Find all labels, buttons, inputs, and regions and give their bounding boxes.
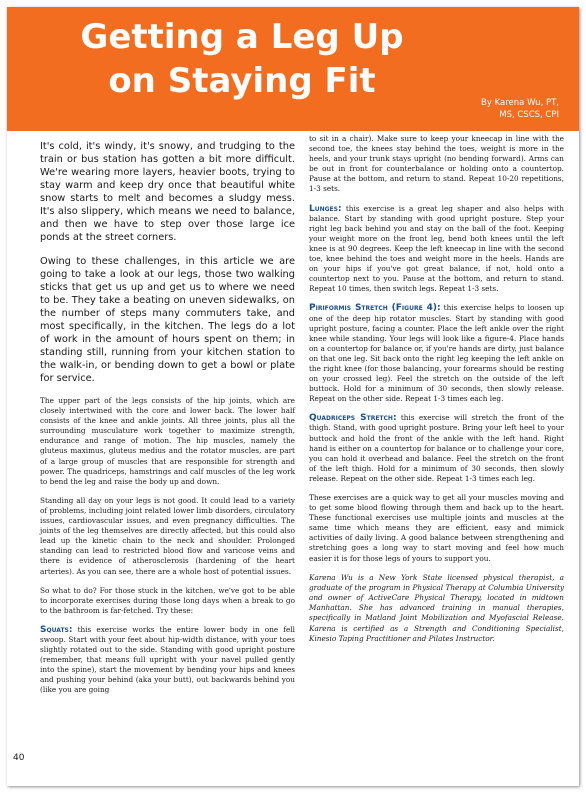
lunges-text: this exercise is a great leg shaper and also helps with balance. Start by standing with good upright posture. Step your right leg back behind you and stay on the ball of the foot. Keeping your weight more on the front leg, bend both knees until the left knee is at 90 degrees. Keep the left kneecap in line with the second toe, knee behind the toes and weight more in the heels. Hands are on your hips if you've got great balance, if not, hold onto a countertop next to you. Pause at the bottom, and return to stand. Repeat 10 times, then switch legs. Repeat 1-3 sets. [309,203,564,294]
squats-heading: Squats: [40,624,73,635]
byline-line-1: By Karena Wu, PT, [481,98,559,108]
author-byline [429,97,559,121]
body-paragraph-anatomy: The upper part of the legs consists of the hip joints, which are closely intertwined with the core and lower back. The lower half consists of the knee and ankle joints. All three joints, plus all the surrounding musculature work together to maximize strength, endurance and range of motion. The hip muscles, namely the gluteus maximus, gluteus medius and the rotator muscles, are part of a large group of muscles that are responsible for strength and power. The quadriceps, hamstrings and calf muscles of the leg work to bend the leg and raise the body up and down. [40,396,295,486]
byline-line-2: MS, CSCS, CPI [499,110,559,120]
squats-paragraph [40,625,295,696]
quadriceps-text: this exercise will stretch the front of the thigh. Stand, with good upright posture. Bring your left heel to your buttock and hold the front of the ankle with the left hand. Right hand is either on a countertop for balance or to challenge your core, you can hold it overhead and balance. Feel the stretch on the front of the left thigh. Hold for a minimum of 30 seconds, then slowly release. Repeat on the other side. Repeat 1-3 times each leg. [309,413,564,483]
intro-paragraph-2: Owing to these challenges, in this article we are going to take a look at our legs, those two walking sticks that get us up and get us to where we need to be. They take a beating on uneven sidewalks, on the number of steps many commuters take, and most specifically, in the kitchen. The legs do a lot of work in the amount of hours spent on them; in standing still, running from your kitchen station to the walk-in, or bending down to get a bowl or plate for service. [40,256,295,384]
lunges-heading: Lunges: [309,203,342,214]
quadriceps-paragraph [309,413,564,484]
lunges-paragraph [309,204,564,295]
right-column [309,134,564,644]
headline-line-1: Getting a Leg Up [80,17,404,57]
article-headline [7,15,477,103]
closing-paragraph: These exercises are a quick way to get all your muscles moving and to get some blood flowing through them and back up to the heart. These functional exercises use multiple joints and muscles at the same time which means they are efficient, easy and mimick activities of daily living. A good balance between strengthening and stretching goes a long way to start moving and feel how much easier it is for those legs of yours to support you. [309,493,564,563]
quadriceps-heading: Quadriceps Stretch: [309,413,397,424]
squats-text: this exercise works the entire lower body in one fell swoop. Start with your feet about hip-width distance, with your toes slightly rotated out to the side. Standing with good upright posture (remember, that means full upright with your navel pulled gently into the spine), start the movement by bending your hips and knees and pushing your behind (aka your butt), out backwards behind you (like you are going [40,624,295,695]
headline-line-2: on Staying Fit [108,61,376,101]
body-paragraph-standing: Standing all day on your legs is not good. It could lead to a variety of problems, including joint related lower limb disorders, circulatory issues, cardiovascular issues, and even pregnancy difficulties. The joints of the leg themselves are directly affected, but this could also lead up the kinetic chain to the neck and shoulder. Prolonged standing can lead to restricted blood flow and varicose veins and there is evidence of atherosclerosis (hardening of the heart arteries). As you can see, there are a whole host of potential issues. [40,495,295,576]
title-banner [7,7,579,131]
left-column [40,140,295,705]
intro-paragraph-1: It's cold, it's windy, it's snowy, and trudging to the train or bus station has gotten a bit more difficult. We're wearing more layers, heavier boots, trying to stay warm and keep dry once that beautiful white snow starts to melt and becomes a sludgy mess. It's also slippery, which means we need to balance, and then we have to step over those large ice ponds at the street corners. [40,141,295,243]
page-number: 40 [13,753,25,763]
squats-continued: to sit in a chair). Make sure to keep your kneecap in line with the second toe, the knees stay behind the toes, weight is more in the heels, and your trunk stays upright (no bending forward). Arms can be out in front for counterbalance or holding onto a countertop. Pause at the bottom, and return to stand. Repeat 10-20 repetitions, 1-3 sets. [309,134,564,194]
body-paragraph-what-to-do: So what to do? For those stuck in the kitchen, we've got to be able to incorporate exercises during those long days when a break to go to the bathroom is far-fetched. Try these: [40,585,295,615]
piriformis-text: this exercise helps to loosen up one of the deep hip rotator muscles. Start by standing with good upright posture, facing a counter. Place the left ankle over the right knee while standing. Your legs will look like a figure-4. Place hands on a countertop for balance or, if you're hands are dirty, just balance on that one leg. Sit back onto the right leg keeping the left ankle on the right knee (for those balancing, your forearms should be resting on your crossed leg). Feel the stretch on the outside of the left buttock. Hold for a minimum of 30 seconds, then slowly release. Repeat on the other side. Repeat 1-3 times each leg. [309,303,564,404]
author-bio: Karena Wu is a New York State licensed physical therapist, a graduate of the program in Physical Therapy at Columbia University and owner of ActiveCare Physical Therapy, located in midtown Manhattan. She has advanced training in manual therapies, specifically in Matland Joint Mobilization and Myofascial Release. Karena is certified as a Strength and Conditioning Specialist, Kinesio Taping Practitioner and Pilates Instructor. [309,572,564,643]
piriformis-paragraph [309,303,564,404]
magazine-page [7,7,579,786]
piriformis-heading: Piriformis Stretch (Figure 4): [309,303,441,314]
